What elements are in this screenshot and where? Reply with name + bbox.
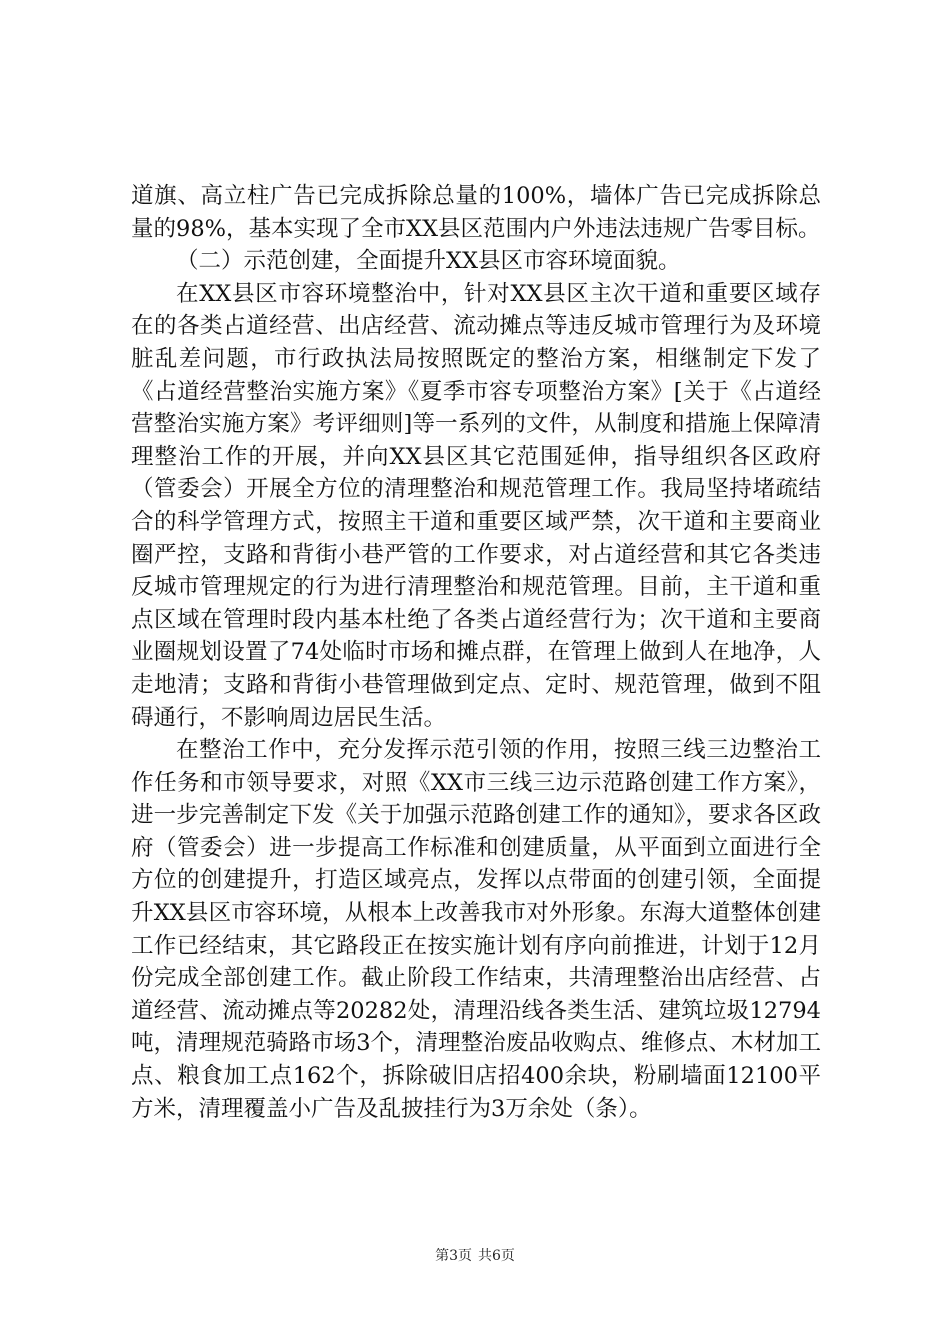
- page-total: 共6页: [478, 1248, 515, 1264]
- page-number: 第3页: [435, 1248, 472, 1264]
- page-footer: [0, 1245, 950, 1265]
- section-heading-2: （二）示范创建，全面提升XX县区市容环境面貌。: [176, 248, 681, 275]
- paragraph-3: 在XX县区市容环境整治中，针对XX县区主次干道和重要区域存在的各类占道经营、出店经营、流动摊点等违反城市管理行为及环境脏乱差问题，市行政执法局按照既定的整治方案，相继制定下发了《占道经营整治实施方案》《夏季市容专项整治方案》[关于《占道经营整治实施方案》考评细则]等一系列的文件，从制度和措施上保障清理整治工作的开展，并向XX县区其它范围延伸，指导组织各区政府（管委会）开展全方位的清理整治和规范管理工作。我局坚持堵疏结合的科学管理方式，按照主干道和重要区域严禁，次干道和主要商业圈严控，支路和背街小巷严管的工作要求，对占道经营和其它各类违反城市管理规定的行为进行清理整治和规范管理。目前，主干道和重点区域在管理时段内基本杜绝了各类占道经营行为；次干道和主要商业圈规划设置了74处临时市场和摊点群，在管理上做到人在地净，人走地清；支路和背街小巷管理做到定点、定时、规范管理，做到不阻碍通行，不影响周边居民生活。: [131, 280, 821, 731]
- body-text: [131, 180, 821, 1125]
- paragraph-4: 在整治工作中，充分发挥示范引领的作用，按照三线三边整治工作任务和市领导要求，对照《XX市三线三边示范路创建工作方案》，进一步完善制定下发《关于加强示范路创建工作的通知》，要求各区政府（管委会）进一步提高工作标准和创建质量，从平面到立面进行全方位的创建提升，打造区域亮点，发挥以点带面的创建引领，全面提升XX县区市容环境，从根本上改善我市对外形象。东海大道整体创建工作已经结束，其它路段正在按实施计划有序向前推进，计划于12月份完成全部创建工作。截止阶段工作结束，共清理整治出店经营、占道经营、流动摊点等20282处，清理沿线各类生活、建筑垃圾12794吨，清理规范骑路市场3个，清理整治废品收购点、维修点、木材加工点、粮食加工点162个，拆除破旧店招400余块，粉刷墙面12100平方米，清理覆盖小广告及乱披挂行为3万余处（条）。: [131, 737, 821, 1122]
- paragraph-1: 道旗、高立柱广告已完成拆除总量的100%，墙体广告已完成拆除总量的98%，基本实现了全市XX县区范围内户外违法违规广告零目标。: [131, 183, 821, 242]
